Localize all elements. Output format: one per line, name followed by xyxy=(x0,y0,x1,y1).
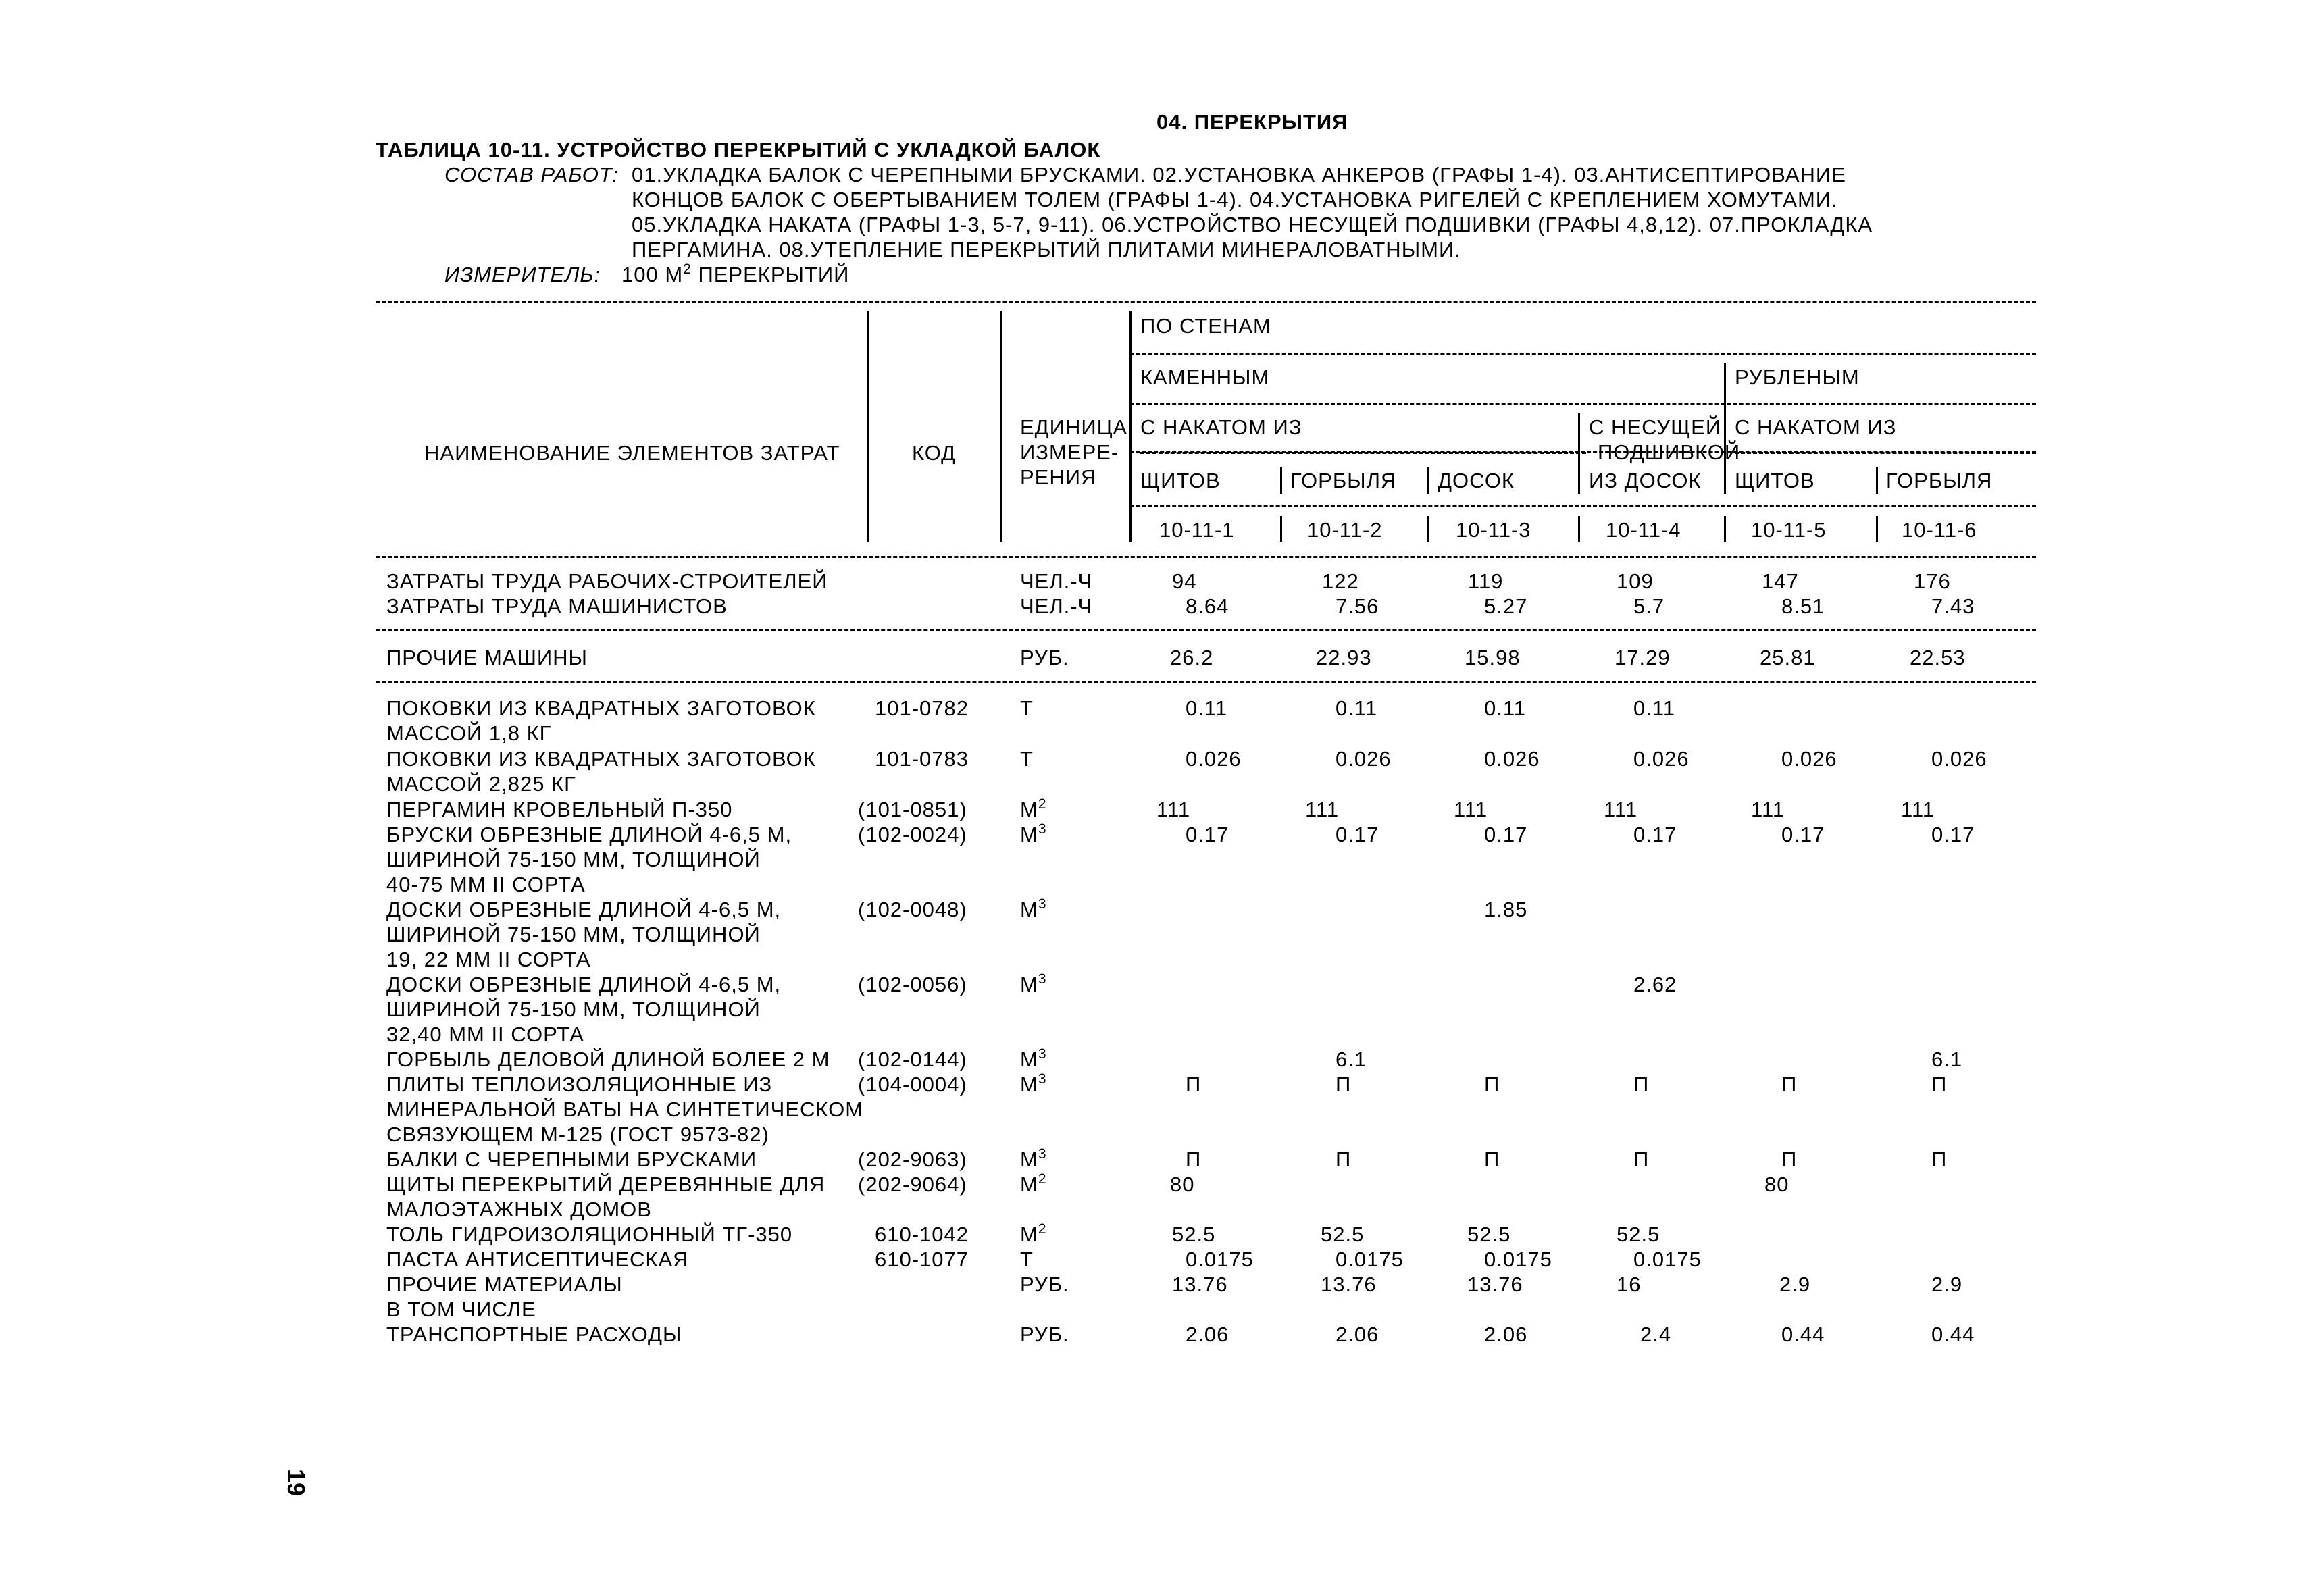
column-divider xyxy=(1427,516,1429,542)
header-podshivkoy: ПОДШИВКОЙ xyxy=(1598,440,1741,464)
work-label: СОСТАВ РАБОТ: xyxy=(444,163,619,186)
cell: 111 xyxy=(1604,798,1638,821)
cell: 0.17 xyxy=(1484,823,1528,846)
cell: 94 xyxy=(1172,569,1197,593)
header-unit: РЕНИЯ xyxy=(1020,465,1097,489)
cell: 6.1 xyxy=(1336,1048,1367,1071)
row-name: В ТОМ ЧИСЛЕ xyxy=(386,1297,536,1321)
cell: 22.53 xyxy=(1910,646,1966,669)
column-divider xyxy=(1427,467,1429,494)
cell: 0.44 xyxy=(1931,1322,1975,1346)
row-name: ШИРИНОЙ 75-150 ММ, ТОЛЩИНОЙ xyxy=(386,998,761,1021)
header-kamennym: КАМЕННЫМ xyxy=(1140,365,1270,389)
header-rule xyxy=(1129,403,2036,405)
row-unit: Т xyxy=(1020,747,1034,771)
cell: 0.17 xyxy=(1186,823,1229,846)
cell: 0.11 xyxy=(1633,696,1676,720)
row-name: МАССОЙ 1,8 КГ xyxy=(386,721,552,745)
row-name: ТОЛЬ ГИДРОИЗОЛЯЦИОННЫЙ ТГ-350 xyxy=(386,1222,793,1246)
cell: 80 xyxy=(1170,1173,1195,1196)
row-name: ДОСКИ ОБРЕЗНЫЕ ДЛИНОЙ 4-6,5 М, xyxy=(386,973,782,996)
section-title: 04. ПЕРЕКРЫТИЯ xyxy=(1156,110,1348,134)
cell: 8.51 xyxy=(1781,594,1825,618)
cell: 13.76 xyxy=(1467,1272,1523,1296)
page-number: 19 xyxy=(282,1468,311,1497)
row-name: ПОКОВКИ ИЗ КВАДРАТНЫХ ЗАГОТОВОК xyxy=(386,747,816,771)
row-code: (102-0024) xyxy=(858,823,967,846)
cell: П xyxy=(1931,1073,1948,1096)
cell: 2.06 xyxy=(1336,1322,1379,1346)
cell: 7.43 xyxy=(1931,594,1975,618)
header-s-nakatom: С НАКАТОМ ИЗ xyxy=(1140,415,1302,439)
row-code: (104-0004) xyxy=(858,1073,967,1096)
column-divider xyxy=(1578,413,1580,494)
header-shchitov: ЩИТОВ xyxy=(1735,469,1815,492)
cell: 80 xyxy=(1764,1173,1789,1196)
section-rule xyxy=(376,681,2036,683)
cell: 15.98 xyxy=(1465,646,1521,669)
cell: 17.29 xyxy=(1615,646,1671,669)
cell: 111 xyxy=(1751,798,1785,821)
cell: 2.9 xyxy=(1779,1272,1811,1296)
cell: П xyxy=(1336,1073,1352,1096)
column-divider xyxy=(1724,516,1726,542)
row-name: МАССОЙ 2,825 КГ xyxy=(386,772,576,796)
header-dosok: ДОСОК xyxy=(1438,469,1515,492)
row-name: ЗАТРАТЫ ТРУДА МАШИНИСТОВ xyxy=(386,594,728,618)
header-s-nesushchey: С НЕСУЩЕЙ xyxy=(1589,415,1722,439)
row-name: ШИРИНОЙ 75-150 ММ, ТОЛЩИНОЙ xyxy=(386,848,761,871)
row-name: ДОСКИ ОБРЕЗНЫЕ ДЛИНОЙ 4-6,5 М, xyxy=(386,898,782,921)
cell: 52.5 xyxy=(1321,1222,1365,1246)
measure-label: ИЗМЕРИТЕЛЬ: xyxy=(444,263,601,286)
row-unit: $М^3$ xyxy=(1020,1146,1047,1171)
cell: 0.026 xyxy=(1633,747,1689,771)
row-code: (202-9064) xyxy=(858,1173,967,1196)
row-name: ПРОЧИЕ МАТЕРИАЛЫ xyxy=(386,1272,623,1296)
measure-value: 100 $М^2$ ПЕРЕКРЫТИЙ xyxy=(621,261,850,286)
column-divider xyxy=(1129,311,1132,542)
row-name: ПЕРГАМИН КРОВЕЛЬНЫЙ П-350 xyxy=(386,798,733,821)
cell: 0.026 xyxy=(1931,747,1987,771)
cell: 0.026 xyxy=(1484,747,1540,771)
cell: 147 xyxy=(1762,569,1799,593)
cell: 176 xyxy=(1914,569,1951,593)
cell: 1.85 xyxy=(1484,898,1528,921)
row-name: ПРОЧИЕ МАШИНЫ xyxy=(386,646,588,669)
row-name: ПОКОВКИ ИЗ КВАДРАТНЫХ ЗАГОТОВОК xyxy=(386,696,816,720)
row-name: 19, 22 ММ II СОРТА xyxy=(386,948,591,971)
cell: 119 xyxy=(1468,569,1504,593)
row-code: (102-0048) xyxy=(858,898,967,921)
row-name: БРУСКИ ОБРЕЗНЫЕ ДЛИНОЙ 4-6,5 М, xyxy=(386,823,792,846)
cell: 2.06 xyxy=(1484,1322,1528,1346)
cell: 2.4 xyxy=(1640,1322,1672,1346)
column-divider xyxy=(1876,516,1878,542)
cell: 0.11 xyxy=(1336,696,1378,720)
row-name: 40-75 ММ II СОРТА xyxy=(386,873,586,896)
row-unit: РУБ. xyxy=(1020,646,1069,669)
cell: П xyxy=(1484,1073,1500,1096)
cell: 111 xyxy=(1901,798,1935,821)
cell: 13.76 xyxy=(1321,1272,1377,1296)
row-code: (101-0851) xyxy=(858,798,967,821)
cell: 0.17 xyxy=(1336,823,1379,846)
header-rule xyxy=(1129,353,2036,355)
row-unit: РУБ. xyxy=(1020,1272,1069,1296)
row-code: 101-0782 xyxy=(875,696,969,720)
row-name: ПАСТА АНТИСЕПТИЧЕСКАЯ xyxy=(386,1247,689,1271)
column-divider xyxy=(867,311,869,542)
work-line: 01.УКЛАДКА БАЛОК С ЧЕРЕПНЫМИ БРУСКАМИ. 02.УСТАНОВКА АНКЕРОВ (ГРАФЫ 1-4). 03.АНТИСЕПТИРОВАНИЕ xyxy=(632,163,1846,186)
header-gorbylya: ГОРБЫЛЯ xyxy=(1886,469,1993,492)
row-unit: $М^2$ xyxy=(1020,796,1047,821)
header-iz-dosok: ИЗ ДОСОК xyxy=(1589,469,1702,492)
column-code: 10-11-6 xyxy=(1902,518,1977,542)
cell: 0.17 xyxy=(1633,823,1677,846)
section-rule xyxy=(376,629,2036,631)
cell: 7.56 xyxy=(1336,594,1379,618)
cell: П xyxy=(1633,1073,1650,1096)
cell: 0.0175 xyxy=(1186,1247,1254,1271)
column-divider xyxy=(1280,516,1282,542)
cell: 0.17 xyxy=(1781,823,1825,846)
row-unit: ЧЕЛ.-Ч xyxy=(1020,569,1093,593)
cell: 0.0175 xyxy=(1633,1247,1702,1271)
cell: П xyxy=(1931,1148,1948,1171)
header-rule xyxy=(1735,452,2036,454)
row-code: 610-1042 xyxy=(875,1222,969,1246)
cell: 0.0175 xyxy=(1484,1247,1552,1271)
header-rule xyxy=(1140,452,1586,454)
cell: 22.93 xyxy=(1316,646,1372,669)
row-unit: $М^3$ xyxy=(1020,1046,1047,1071)
column-divider xyxy=(1876,467,1878,494)
header-shchitov: ЩИТОВ xyxy=(1140,469,1221,492)
row-code: (202-9063) xyxy=(858,1148,967,1171)
cell: 52.5 xyxy=(1617,1222,1660,1246)
header-unit: ЕДИНИЦА xyxy=(1020,415,1128,439)
row-name: СВЯЗУЮЩЕМ М-125 (ГОСТ 9573-82) xyxy=(386,1123,769,1146)
row-unit: РУБ. xyxy=(1020,1322,1069,1346)
cell: 111 xyxy=(1454,798,1488,821)
header-s-nakatom: С НАКАТОМ ИЗ xyxy=(1735,415,1897,439)
header-po-stenam: ПО СТЕНАМ xyxy=(1140,314,1271,338)
cell: 0.11 xyxy=(1484,696,1527,720)
cell: 0.026 xyxy=(1186,747,1242,771)
cell: 111 xyxy=(1305,798,1340,821)
row-name: ТРАНСПОРТНЫЕ РАСХОДЫ xyxy=(386,1322,682,1346)
row-unit: ЧЕЛ.-Ч xyxy=(1020,594,1093,618)
cell: П xyxy=(1484,1148,1500,1171)
cell: 16 xyxy=(1617,1272,1642,1296)
row-code: 101-0783 xyxy=(875,747,969,771)
header-gorbylya: ГОРБЫЛЯ xyxy=(1290,469,1397,492)
cell: 111 xyxy=(1156,798,1191,821)
cell: П xyxy=(1633,1148,1650,1171)
row-code: (102-0144) xyxy=(858,1048,967,1071)
row-unit: $М^3$ xyxy=(1020,821,1047,846)
row-name: ПЛИТЫ ТЕПЛОИЗОЛЯЦИОННЫЕ ИЗ xyxy=(386,1073,773,1096)
header-bottom-rule xyxy=(376,556,2036,558)
cell: П xyxy=(1336,1148,1352,1171)
cell: 52.5 xyxy=(1172,1222,1216,1246)
column-divider xyxy=(1280,467,1282,494)
row-unit: Т xyxy=(1020,696,1034,720)
column-code: 10-11-2 xyxy=(1307,518,1383,542)
row-name: БАЛКИ С ЧЕРЕПНЫМИ БРУСКАМИ xyxy=(386,1148,757,1171)
cell: 0.026 xyxy=(1781,747,1837,771)
row-name: ЩИТЫ ПЕРЕКРЫТИЙ ДЕРЕВЯННЫЕ ДЛЯ xyxy=(386,1173,825,1196)
cell: П xyxy=(1781,1148,1798,1171)
column-code: 10-11-5 xyxy=(1751,518,1827,542)
cell: 52.5 xyxy=(1467,1222,1511,1246)
cell: 5.7 xyxy=(1633,594,1665,618)
row-code: (102-0056) xyxy=(858,973,967,996)
column-code: 10-11-1 xyxy=(1159,518,1235,542)
cell: 2.62 xyxy=(1633,973,1677,996)
header-code: КОД xyxy=(912,441,957,465)
column-divider xyxy=(1724,363,1726,494)
work-line: 05.УКЛАДКА НАКАТА (ГРАФЫ 1-3, 5-7, 9-11). 06.УСТРОЙСТВО НЕСУЩЕЙ ПОДШИВКИ (ГРАФЫ 4,8,12). 07.ПРОКЛАДКА xyxy=(632,213,1873,236)
row-name: ЗАТРАТЫ ТРУДА РАБОЧИХ-СТРОИТЕЛЕЙ xyxy=(386,569,828,593)
row-unit: Т xyxy=(1020,1247,1034,1271)
cell: 2.9 xyxy=(1931,1272,1963,1296)
header-name: НАИМЕНОВАНИЕ ЭЛЕМЕНТОВ ЗАТРАТ xyxy=(424,441,840,465)
cell: 25.81 xyxy=(1760,646,1816,669)
cell: 0.0175 xyxy=(1336,1247,1404,1271)
cell: 6.1 xyxy=(1931,1048,1963,1071)
column-divider xyxy=(1578,516,1580,542)
work-line: ПЕРГАМИНА. 08.УТЕПЛЕНИЕ ПЕРЕКРЫТИЙ ПЛИТАМИ МИНЕРАЛОВАТНЫМИ. xyxy=(632,238,1461,261)
work-line: КОНЦОВ БАЛОК С ОБЕРТЫВАНИЕМ ТОЛЕМ (ГРАФЫ 1-4). 04.УСТАНОВКА РИГЕЛЕЙ С КРЕПЛЕНИЕМ ХОМУТАМИ. xyxy=(632,188,1838,211)
header-top-rule xyxy=(376,301,2036,303)
header-unit: ИЗМЕРЕ- xyxy=(1020,440,1119,464)
table-title: ТАБЛИЦА 10-11. УСТРОЙСТВО ПЕРЕКРЫТИЙ С УКЛАДКОЙ БАЛОК xyxy=(376,138,1101,161)
cell: 5.27 xyxy=(1484,594,1528,618)
row-unit: $М^3$ xyxy=(1020,896,1047,921)
row-unit: $М^2$ xyxy=(1020,1221,1047,1246)
cell: П xyxy=(1186,1073,1202,1096)
cell: 13.76 xyxy=(1172,1272,1228,1296)
column-divider xyxy=(1000,311,1002,542)
cell: 0.11 xyxy=(1186,696,1228,720)
row-name: 32,40 ММ II СОРТА xyxy=(386,1023,584,1046)
cell: 122 xyxy=(1322,569,1359,593)
row-unit: $М^2$ xyxy=(1020,1171,1047,1196)
cell: П xyxy=(1186,1148,1202,1171)
column-code: 10-11-3 xyxy=(1456,518,1531,542)
cell: 2.06 xyxy=(1186,1322,1229,1346)
cell: 8.64 xyxy=(1186,594,1229,618)
row-name: ГОРБЫЛЬ ДЕЛОВОЙ ДЛИНОЙ БОЛЕЕ 2 М xyxy=(386,1048,830,1071)
cell: 26.2 xyxy=(1170,646,1214,669)
header-rule xyxy=(1129,505,2036,507)
cell: 0.44 xyxy=(1781,1322,1825,1346)
cell: 109 xyxy=(1617,569,1654,593)
header-rublenym: РУБЛЕНЫМ xyxy=(1735,365,1860,389)
row-code: 610-1077 xyxy=(875,1247,969,1271)
row-unit: $М^3$ xyxy=(1020,1071,1047,1096)
row-name: МИНЕРАЛЬНОЙ ВАТЫ НА СИНТЕТИЧЕСКОМ xyxy=(386,1098,864,1121)
cell: П xyxy=(1781,1073,1798,1096)
cell: 0.026 xyxy=(1336,747,1392,771)
column-code: 10-11-4 xyxy=(1606,518,1681,542)
row-unit: $М^3$ xyxy=(1020,971,1047,996)
row-name: МАЛОЭТАЖНЫХ ДОМОВ xyxy=(386,1198,652,1221)
row-name: ШИРИНОЙ 75-150 ММ, ТОЛЩИНОЙ xyxy=(386,923,761,946)
cell: 0.17 xyxy=(1931,823,1975,846)
